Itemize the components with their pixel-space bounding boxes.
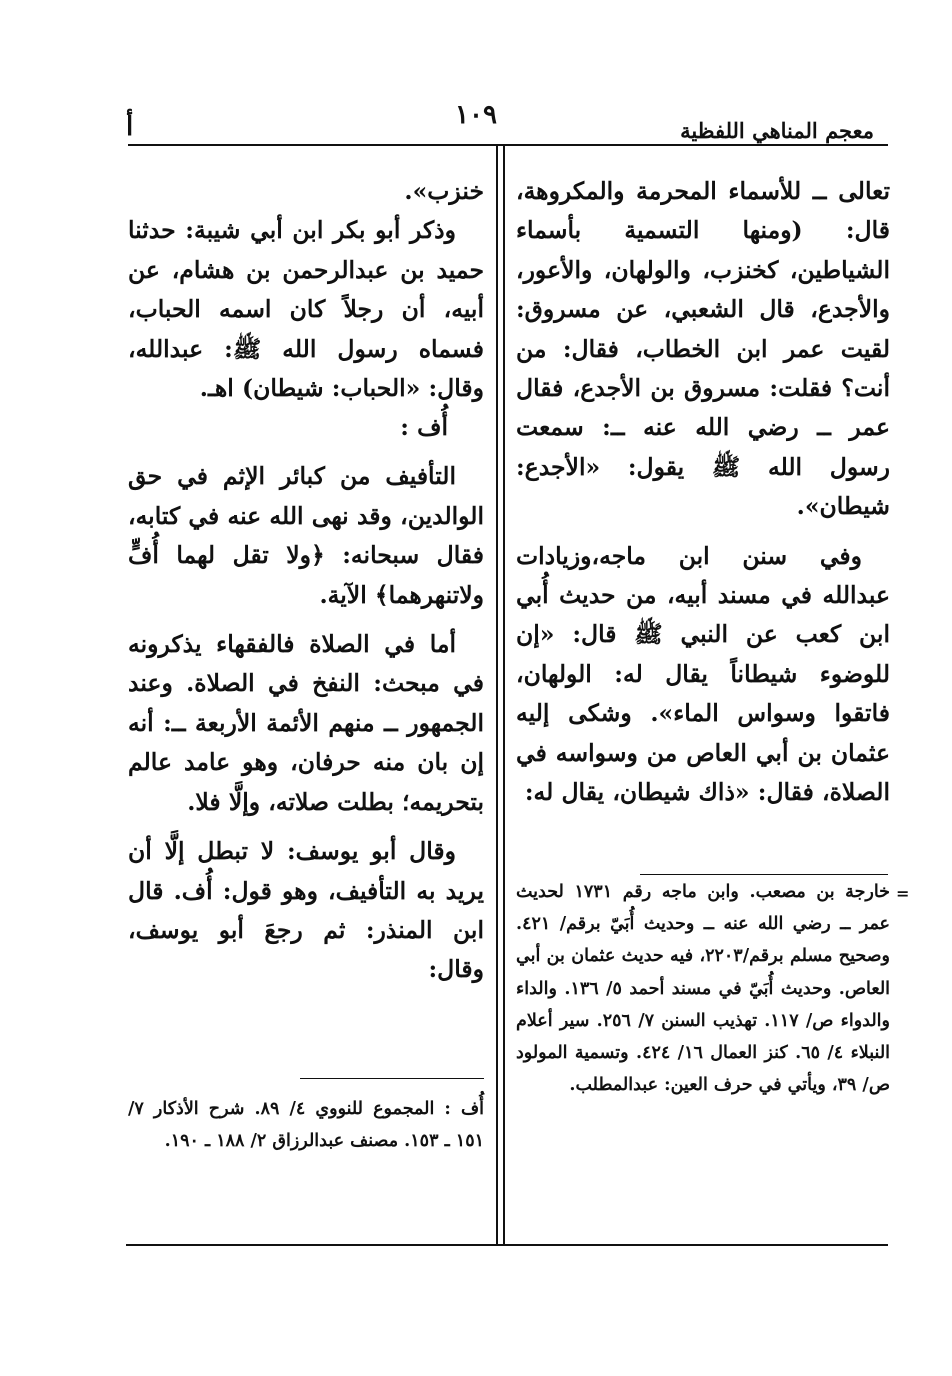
left-paragraph-5: وقال أبو يوسف: لا تبطل إلَّا أن يريد به التأفيف، وهو قول: أُف. قال ابن المنذر: ثم رجعَ أبو يوسف، وقال: xyxy=(128,837,484,984)
left-paragraph-1: خنزب». xyxy=(404,177,484,205)
page-bottom-rule xyxy=(126,1244,888,1246)
section-letter: أ xyxy=(126,112,134,142)
footnote-right: خارجة بن مصعب. وابن ماجه رقم ١٧٣١ لحديث عمر ــ رضي الله عنه ــ وحديث أُبَيّ برقم/ ٤٢١. وصحيح مسلم برقم/٢٢٠٣، فيه حديث عثمان بن أبي العاص. وحديث أُبَيّ في مسند أحمد ٥/ ١٣٦. والداء والدواء ص/ ١١٧. تهذيب السنن ٧/ ٢٥٦. سير أعلام النبلاء ٤/ ٦٥. كنز العمال ١٦/ ٤٢٤. وتسمية المولود ص/ ٣٩، ويأتي في حرف العين: عبدالمطلب. xyxy=(516,882,891,1096)
left-paragraph-2: وذكر أبو بكر ابن أبي شيبة: حدثنا حميد بن عبدالرحمن بن هشام، عن أبيه، أن رجلاً كان اسمه الحباب، فسماه رسول الله ﷺ: عبدالله، وقال: «الحباب: شيطان) اهـ. xyxy=(128,216,484,403)
left-column xyxy=(128,172,484,990)
header-rule xyxy=(128,144,888,146)
left-paragraph-3: التأفيف من كبائر الإثم في حق الوالدين، وقد نهى الله عنه في كتابه، فقال سبحانه: ﴿ولا تقل لهما أُفٍّ ولاتنهرهما﴾ الآية. xyxy=(128,462,484,609)
page-number: ١٠٩ xyxy=(455,100,497,130)
right-paragraph-1: تعالى ــ للأسماء المحرمة والمكروهة، قال: (ومنها التسمية بأسماء الشياطين، كخنزب، والولهان، والأعور، والأجدع، قال الشعبي، عن مسروق: لقيت عمر ابن الخطاب، فقال: من أنت؟ فقلت: مسروق بن الأجدع، فقال عمر ــ رضي الله عنه ــ: سمعت رسول الله ﷺ يقول: «الأجدع: شيطان». xyxy=(516,177,890,521)
entry-heading-uff: أُف : xyxy=(400,413,448,442)
right-paragraph-2: وفي سنن ابن ماجه،وزيادات عبدالله في مسند أبيه، من حديث أُبي ابن كعب عن النبي ﷺ قال: «إن للوضوء شيطاناً يقال له: الولهان، فاتقوا وسواس الماء». وشكى إليه عثمان بن أبي العاص من وسواسه في الصلاة، فقال: «ذاك شيطان، يقال له: xyxy=(516,541,890,807)
column-divider-left xyxy=(496,144,498,1244)
right-column xyxy=(516,172,890,813)
footnote-continuation-marker: = xyxy=(896,884,910,903)
running-header-title: معجم المناهي اللفظية xyxy=(680,118,874,143)
left-paragraph-4: أما في الصلاة فالفقهاء يذكرونه في مبحث: النفخ في الصلاة. وعند الجمهور ــ منهم الأئمة الأربعة ــ: أنه إن بان منه حرفان، وهو عامد عالم بتحريمه؛ بطلت صلاته، وإلَّا فلا. xyxy=(128,630,484,816)
footnote-rule-left xyxy=(300,1078,484,1079)
footnote-rule-right xyxy=(640,874,888,875)
footnote-left: أُف : المجموع للنووي ٤/ ٨٩. شرح الأذكار ٧/ ١٥١ ـ ١٥٣. مصنف عبدالرزاق ٢/ ١٨٨ ـ ١٩٠. xyxy=(128,1099,484,1151)
column-divider-right xyxy=(503,144,505,1244)
